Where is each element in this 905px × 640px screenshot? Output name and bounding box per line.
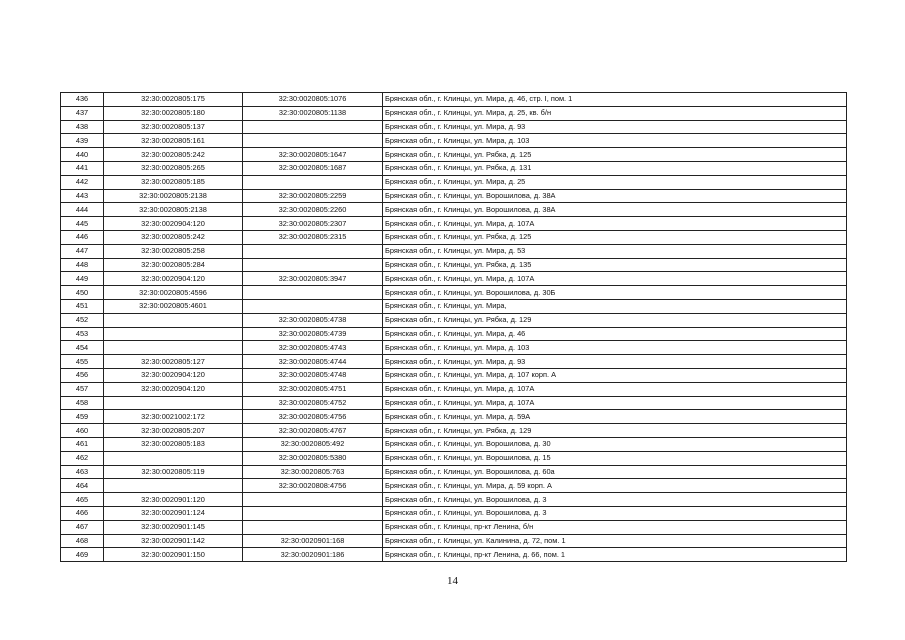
row-number-cell: 445 [61, 217, 104, 231]
row-number-cell: 456 [61, 368, 104, 382]
building-number-cell: 32:30:0020901:168 [243, 534, 383, 548]
parcel-number-cell: 32:30:0020805:185 [104, 175, 243, 189]
row-number-cell: 457 [61, 382, 104, 396]
parcel-number-cell: 32:30:0020901:145 [104, 520, 243, 534]
parcel-number-cell: 32:30:0020904:120 [104, 217, 243, 231]
table-row [61, 258, 847, 272]
table-row [61, 203, 847, 217]
row-number-cell: 436 [61, 93, 104, 107]
building-number-cell: 32:30:0020805:4739 [243, 327, 383, 341]
parcel-number-cell: 32:30:0020805:4601 [104, 299, 243, 313]
table-row [61, 493, 847, 507]
row-number-cell: 442 [61, 175, 104, 189]
building-number-cell: 32:30:0020805:4767 [243, 424, 383, 438]
row-number-cell: 465 [61, 493, 104, 507]
row-number-cell: 458 [61, 396, 104, 410]
address-cell: Брянская обл., г. Клинцы, ул. Мира, д. 25 [383, 175, 847, 189]
address-cell: Брянская обл., г. Клинцы, пр-кт Ленина, б/н [383, 520, 847, 534]
row-number-cell: 463 [61, 465, 104, 479]
parcel-number-cell [104, 396, 243, 410]
address-cell: Брянская обл., г. Клинцы, ул. Мира, д. 53 [383, 244, 847, 258]
row-number-cell: 451 [61, 299, 104, 313]
row-number-cell: 467 [61, 520, 104, 534]
building-number-cell: 32:30:0020901:186 [243, 548, 383, 562]
row-number-cell: 450 [61, 286, 104, 300]
parcel-number-cell: 32:30:0020805:2138 [104, 203, 243, 217]
address-cell: Брянская обл., г. Клинцы, ул. Ворошилова, д. 38А [383, 203, 847, 217]
building-number-cell [243, 244, 383, 258]
building-number-cell: 32:30:0020805:492 [243, 437, 383, 451]
building-number-cell [243, 493, 383, 507]
row-number-cell: 440 [61, 148, 104, 162]
building-number-cell: 32:30:0020805:2307 [243, 217, 383, 231]
address-cell: Брянская обл., г. Клинцы, ул. Мира, д. 103 [383, 341, 847, 355]
address-cell: Брянская обл., г. Клинцы, пр-кт Ленина, д. 66, пом. 1 [383, 548, 847, 562]
table-row [61, 217, 847, 231]
table-row [61, 134, 847, 148]
address-cell: Брянская обл., г. Клинцы, ул. Мира, д. 107А [383, 217, 847, 231]
row-number-cell: 454 [61, 341, 104, 355]
building-number-cell [243, 120, 383, 134]
parcel-number-cell: 32:30:0020805:161 [104, 134, 243, 148]
building-number-cell: 32:30:0020805:4751 [243, 382, 383, 396]
table-row [61, 382, 847, 396]
address-cell: Брянская обл., г. Клинцы, ул. Калинина, д. 72, пом. 1 [383, 534, 847, 548]
building-number-cell: 32:30:0020805:4738 [243, 313, 383, 327]
building-number-cell [243, 175, 383, 189]
parcel-number-cell: 32:30:0020805:119 [104, 465, 243, 479]
parcel-number-cell: 32:30:0020904:120 [104, 272, 243, 286]
address-cell: Брянская обл., г. Клинцы, ул. Ворошилова, д. 60а [383, 465, 847, 479]
row-number-cell: 453 [61, 327, 104, 341]
table-row [61, 548, 847, 562]
address-cell: Брянская обл., г. Клинцы, ул. Мира, д. 46, стр. I, пом. 1 [383, 93, 847, 107]
table-row [61, 148, 847, 162]
building-number-cell: 32:30:0020805:1138 [243, 106, 383, 120]
building-number-cell: 32:30:0020805:4743 [243, 341, 383, 355]
building-number-cell: 32:30:0020805:3947 [243, 272, 383, 286]
page-number: 14 [447, 575, 458, 587]
address-cell: Брянская обл., г. Клинцы, ул. Ворошилова, д. 15 [383, 451, 847, 465]
table-row [61, 189, 847, 203]
building-number-cell: 32:30:0020805:1076 [243, 93, 383, 107]
parcel-number-cell [104, 327, 243, 341]
building-number-cell: 32:30:0020805:4744 [243, 355, 383, 369]
parcel-number-cell: 32:30:0020805:137 [104, 120, 243, 134]
address-cell: Брянская обл., г. Клинцы, ул. Ворошилова, д. 38А [383, 189, 847, 203]
table-row [61, 396, 847, 410]
table-row [61, 299, 847, 313]
building-number-cell: 32:30:0020805:4752 [243, 396, 383, 410]
row-number-cell: 468 [61, 534, 104, 548]
address-cell: Брянская обл., г. Клинцы, ул. Рябка, д. 129 [383, 313, 847, 327]
address-cell: Брянская обл., г. Клинцы, ул. Ворошилова, д. 30Б [383, 286, 847, 300]
table-row [61, 313, 847, 327]
building-number-cell: 32:30:0020805:2315 [243, 230, 383, 244]
row-number-cell: 459 [61, 410, 104, 424]
address-cell: Брянская обл., г. Клинцы, ул. Рябка, д. 131 [383, 161, 847, 175]
address-cell: Брянская обл., г. Клинцы, ул. Ворошилова, д. 3 [383, 493, 847, 507]
building-number-cell [243, 299, 383, 313]
address-cell: Брянская обл., г. Клинцы, ул. Мира, д. 107 корп. А [383, 368, 847, 382]
table-row [61, 368, 847, 382]
building-number-cell: 32:30:0020805:2260 [243, 203, 383, 217]
address-cell: Брянская обл., г. Клинцы, ул. Ворошилова, д. 3 [383, 506, 847, 520]
building-number-cell: 32:30:0020805:4748 [243, 368, 383, 382]
row-number-cell: 464 [61, 479, 104, 493]
address-cell: Брянская обл., г. Клинцы, ул. Мира, д. 107А [383, 382, 847, 396]
building-number-cell [243, 520, 383, 534]
table-row [61, 120, 847, 134]
building-number-cell: 32:30:0020808:4756 [243, 479, 383, 493]
table-row [61, 424, 847, 438]
building-number-cell: 32:30:0020805:5380 [243, 451, 383, 465]
building-number-cell: 32:30:0020805:763 [243, 465, 383, 479]
cadastral-table [60, 92, 847, 562]
parcel-number-cell: 32:30:0020901:124 [104, 506, 243, 520]
row-number-cell: 447 [61, 244, 104, 258]
address-cell: Брянская обл., г. Клинцы, ул. Мира, д. 107А [383, 272, 847, 286]
row-number-cell: 469 [61, 548, 104, 562]
address-cell: Брянская обл., г. Клинцы, ул. Мира, д. 93 [383, 120, 847, 134]
address-cell: Брянская обл., г. Клинцы, ул. Мира, д. 103 [383, 134, 847, 148]
table-row [61, 175, 847, 189]
row-number-cell: 444 [61, 203, 104, 217]
table-row [61, 479, 847, 493]
parcel-number-cell: 32:30:0020805:183 [104, 437, 243, 451]
parcel-number-cell: 32:30:0020805:175 [104, 93, 243, 107]
address-cell: Брянская обл., г. Клинцы, ул. Мира, д. 25, кв. б/н [383, 106, 847, 120]
parcel-number-cell: 32:30:0020805:207 [104, 424, 243, 438]
table-row [61, 327, 847, 341]
parcel-number-cell [104, 341, 243, 355]
table-row [61, 355, 847, 369]
address-cell: Брянская обл., г. Клинцы, ул. Мира, д. 46 [383, 327, 847, 341]
table-row [61, 93, 847, 107]
table-row [61, 341, 847, 355]
address-cell: Брянская обл., г. Клинцы, ул. Рябка, д. 125 [383, 230, 847, 244]
row-number-cell: 466 [61, 506, 104, 520]
row-number-cell: 455 [61, 355, 104, 369]
table-row [61, 230, 847, 244]
parcel-number-cell: 32:30:0020805:180 [104, 106, 243, 120]
parcel-number-cell: 32:30:0020805:127 [104, 355, 243, 369]
building-number-cell [243, 258, 383, 272]
row-number-cell: 438 [61, 120, 104, 134]
building-number-cell [243, 506, 383, 520]
parcel-number-cell: 32:30:0020805:2138 [104, 189, 243, 203]
parcel-number-cell [104, 451, 243, 465]
address-cell: Брянская обл., г. Клинцы, ул. Мира, д. 93 [383, 355, 847, 369]
address-cell: Брянская обл., г. Клинцы, ул. Рябка, д. 135 [383, 258, 847, 272]
parcel-number-cell [104, 479, 243, 493]
building-number-cell: 32:30:0020805:1687 [243, 161, 383, 175]
row-number-cell: 441 [61, 161, 104, 175]
row-number-cell: 460 [61, 424, 104, 438]
address-cell: Брянская обл., г. Клинцы, ул. Мира, [383, 299, 847, 313]
parcel-number-cell: 32:30:0020805:265 [104, 161, 243, 175]
parcel-number-cell: 32:30:0020805:284 [104, 258, 243, 272]
parcel-number-cell: 32:30:0020901:142 [104, 534, 243, 548]
row-number-cell: 437 [61, 106, 104, 120]
building-number-cell [243, 286, 383, 300]
table-row [61, 465, 847, 479]
address-cell: Брянская обл., г. Клинцы, ул. Мира, д. 59 корп. А [383, 479, 847, 493]
building-number-cell [243, 134, 383, 148]
building-number-cell: 32:30:0020805:1647 [243, 148, 383, 162]
address-cell: Брянская обл., г. Клинцы, ул. Рябка, д. 129 [383, 424, 847, 438]
parcel-number-cell: 32:30:0020805:242 [104, 230, 243, 244]
parcel-number-cell: 32:30:0020805:258 [104, 244, 243, 258]
table-row [61, 437, 847, 451]
row-number-cell: 443 [61, 189, 104, 203]
parcel-number-cell: 32:30:0020901:150 [104, 548, 243, 562]
parcel-number-cell: 32:30:0020904:120 [104, 382, 243, 396]
row-number-cell: 449 [61, 272, 104, 286]
parcel-number-cell: 32:30:0020904:120 [104, 368, 243, 382]
row-number-cell: 462 [61, 451, 104, 465]
row-number-cell: 446 [61, 230, 104, 244]
row-number-cell: 448 [61, 258, 104, 272]
table-row [61, 106, 847, 120]
table-row [61, 534, 847, 548]
table-row [61, 272, 847, 286]
table-row [61, 410, 847, 424]
address-cell: Брянская обл., г. Клинцы, ул. Мира, д. 59А [383, 410, 847, 424]
building-number-cell: 32:30:0020805:4756 [243, 410, 383, 424]
table-row [61, 520, 847, 534]
table-row [61, 161, 847, 175]
table-body [61, 93, 847, 562]
row-number-cell: 439 [61, 134, 104, 148]
parcel-number-cell: 32:30:0020901:120 [104, 493, 243, 507]
table-row [61, 451, 847, 465]
address-cell: Брянская обл., г. Клинцы, ул. Мира, д. 107А [383, 396, 847, 410]
parcel-number-cell: 32:30:0021002:172 [104, 410, 243, 424]
parcel-number-cell [104, 313, 243, 327]
row-number-cell: 461 [61, 437, 104, 451]
building-number-cell: 32:30:0020805:2259 [243, 189, 383, 203]
parcel-number-cell: 32:30:0020805:4596 [104, 286, 243, 300]
address-cell: Брянская обл., г. Клинцы, ул. Ворошилова, д. 30 [383, 437, 847, 451]
row-number-cell: 452 [61, 313, 104, 327]
table-row [61, 244, 847, 258]
parcel-number-cell: 32:30:0020805:242 [104, 148, 243, 162]
table-row [61, 286, 847, 300]
address-cell: Брянская обл., г. Клинцы, ул. Рябка, д. 125 [383, 148, 847, 162]
table-row [61, 506, 847, 520]
